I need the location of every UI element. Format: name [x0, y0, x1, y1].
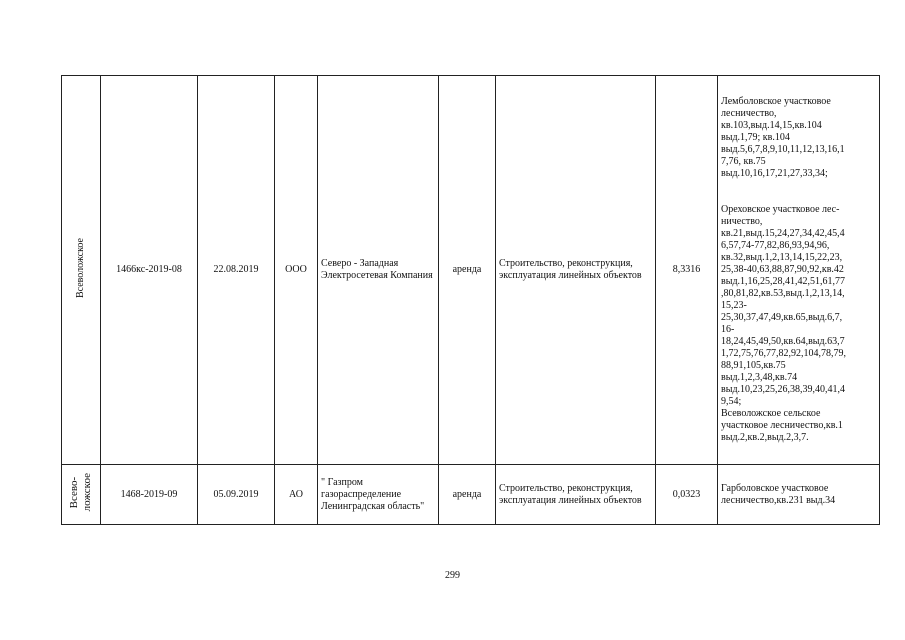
location-line: 25,30,37,47,49,кв.65,выд.6,7, — [721, 312, 843, 323]
location-line: выд.10,23,25,26,38,39,40,41,4 — [721, 384, 846, 395]
location-line: выд.10,16,17,21,27,33,34; — [721, 168, 828, 179]
location-line: 1,72,75,76,77,82,92,104,78,79, — [721, 348, 846, 359]
page-number: 299 — [445, 570, 460, 581]
location-line: 6,57,74-77,82,86,93,94,96, — [721, 240, 830, 251]
location-line: 18,24,45,49,50,кв.64,выд.63,7 — [721, 336, 845, 347]
organization-name: Северо - Западная Электросетевая Компания — [318, 76, 439, 465]
location-line: ,80,81,82,кв.53,выд.1,2,13,14, — [721, 288, 845, 299]
location-line: Всеволожское сельское — [721, 408, 821, 419]
document-date: 05.09.2019 — [198, 465, 275, 525]
org-form: АО — [275, 465, 318, 525]
document-number: 1468-2019-09 — [101, 465, 198, 525]
location-line: кв.103,выд.14,15,кв.104 — [721, 120, 822, 131]
org-form: ООО — [275, 76, 318, 465]
area-value: 0,0323 — [656, 465, 718, 525]
location-line: кв.32,выд.1,2,13,14,15,22,23, — [721, 252, 843, 263]
area-value: 8,3316 — [656, 76, 718, 465]
document-number: 1466кс-2019-08 — [101, 76, 198, 465]
region-text — [68, 473, 94, 511]
location-line: выд.5,6,7,8,9,10,11,12,13,16,1 — [721, 144, 845, 155]
location-line: Ореховское участковое лес- — [721, 204, 840, 215]
location-line: кв.21,выд.15,24,27,34,42,45,4 — [721, 228, 845, 239]
location-line: участковое лесничество,кв.1 — [721, 420, 843, 431]
table-row — [62, 465, 880, 525]
location-line: 7,76, кв.75 — [721, 156, 766, 167]
purpose: Строительство, реконструкция, эксплуатация линейных объектов — [496, 465, 656, 525]
location-block-a — [721, 96, 876, 180]
location-line: выд.1,2,3,48,кв.74 — [721, 372, 798, 383]
location-line: 9,54; — [721, 396, 742, 407]
purpose: Строительство, реконструкция, эксплуатация линейных объектов — [496, 76, 656, 465]
region-cell — [62, 76, 101, 465]
use-type: аренда — [439, 76, 496, 465]
location-line: Лемболовское участковое — [721, 96, 831, 107]
region-cell — [62, 465, 101, 525]
location-line: лесничество, — [721, 108, 777, 119]
region-text: Всеволожское — [75, 237, 86, 298]
location-line: ничество, — [721, 216, 763, 227]
organization-name: " Газпром газораспределение Ленинградская область" — [318, 465, 439, 525]
land-lease-table — [61, 75, 880, 525]
location-line: выд.1,79; кв.104 — [721, 132, 790, 143]
location-line: 25,38-40,63,88,87,90,92,кв.42 — [721, 264, 844, 275]
location-cell: Гарболовское участковое лесничество,кв.231 выд.34 — [718, 465, 880, 525]
region-line: ложское — [81, 473, 93, 512]
location-line: выд.2,кв.2,выд.2,3,7. — [721, 432, 809, 443]
document-date: 22.08.2019 — [198, 76, 275, 465]
location-line: 88,91,105,кв.75 — [721, 360, 786, 371]
location-cell — [718, 76, 880, 465]
table-row — [62, 76, 880, 465]
location-line: 16- — [721, 324, 735, 335]
location-block-b — [721, 204, 876, 444]
location-line: 15,23- — [721, 300, 747, 311]
location-line: выд.1,16,25,28,41,42,51,61,77 — [721, 276, 846, 287]
region-line: Всево- — [68, 476, 80, 509]
use-type: аренда — [439, 465, 496, 525]
